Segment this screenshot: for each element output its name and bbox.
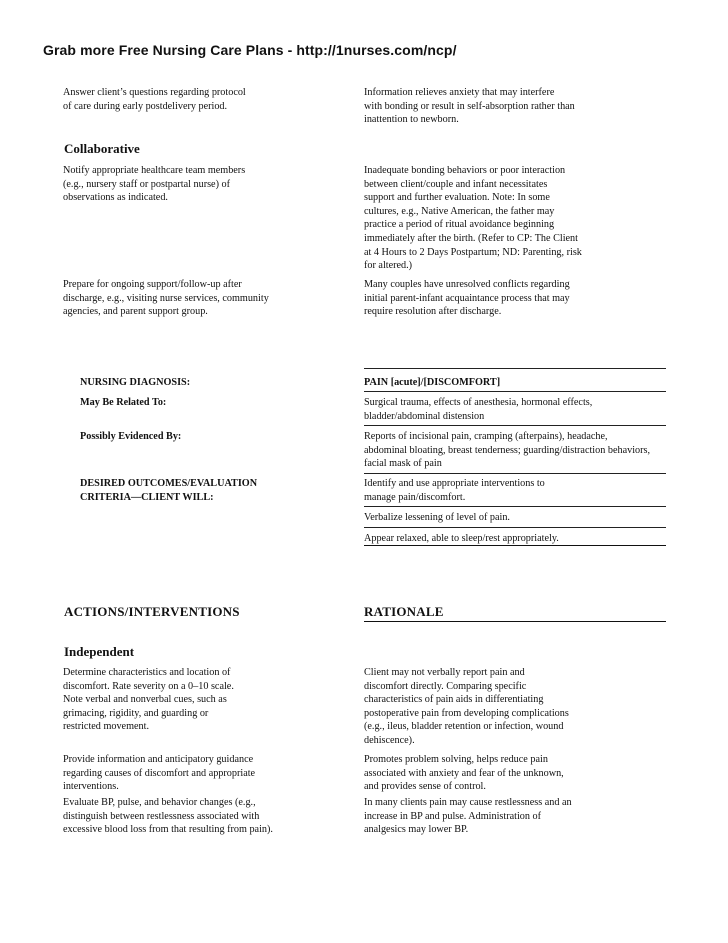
- nursing-diagnosis-value: PAIN [acute]/[DISCOMFORT]: [364, 377, 501, 388]
- rationale-text: Many couples have unresolved conflicts regarding initial parent-infant acquaintance process that may require resolution after discharge.: [364, 279, 570, 318]
- nursing-diagnosis-label: NURSING DIAGNOSIS:: [80, 377, 191, 388]
- action-text: Evaluate BP, pulse, and behavior changes (e.g., distinguish between restlessness associated with excessive blood loss from that resulting from pain).: [63, 797, 273, 836]
- rationale-text: Client may not verbally report pain and discomfort directly. Comparing specific characteristics of pain aids in differentiating postoperative pain from developing complications (e.g., ileus, bladder retention or infection, wound dehiscence).: [364, 667, 569, 746]
- rationale-text: Information relieves anxiety that may interfere with bonding or result in self-absorption rather than inattention to newborn.: [364, 87, 575, 126]
- rationale-text: In many clients pain may cause restlessness and an increase in BP and pulse. Administration of analgesics may lower BP.: [364, 797, 572, 836]
- action-text: Prepare for ongoing support/follow-up after discharge, e.g., visiting nurse services, community agencies, and parent support group.: [63, 279, 269, 318]
- action-text: Notify appropriate healthcare team members (e.g., nursery staff or postpartal nurse) of observations as indicated.: [63, 165, 246, 204]
- rationale-text: Promotes problem solving, helps reduce pain associated with anxiety and fear of the unknown, and provides sense of control.: [364, 754, 564, 793]
- divider: [364, 473, 666, 474]
- related-to-value: Surgical trauma, effects of anesthesia, hormonal effects, bladder/abdominal distension: [364, 397, 593, 422]
- action-text: Determine characteristics and location of discomfort. Rate severity on a 0–10 scale. Note verbal and nonverbal cues, such as grimacing, rigidity, and guarding or restricted movement.: [63, 667, 234, 733]
- divider: [364, 545, 666, 546]
- divider: [364, 621, 666, 622]
- desired-outcomes-label: DESIRED OUTCOMES/EVALUATION CRITERIA—CLIENT WILL:: [80, 478, 258, 503]
- outcome-item: Appear relaxed, able to sleep/rest appropriately.: [364, 533, 559, 544]
- divider: [364, 425, 666, 426]
- section-heading-independent: Independent: [64, 644, 135, 659]
- action-text: Provide information and anticipatory guidance regarding causes of discomfort and appropriate interventions.: [63, 754, 256, 793]
- divider: [364, 368, 666, 369]
- section-heading-collaborative: Collaborative: [64, 141, 140, 156]
- divider: [364, 391, 666, 392]
- rationale-text: Inadequate bonding behaviors or poor interaction between client/couple and infant necessitates support and further evaluation. Note: In some cultures, e.g., Native American, the father may practice a period of ritual avoidance beginning immediately after the birth. (Refer to CP: The Client at 4 Hours to 2 Days Postpartum; ND: Parenting, risk for altered.): [364, 165, 582, 272]
- divider: [364, 527, 666, 528]
- action-text: Answer client’s questions regarding protocol of care during early postdelivery period.: [63, 87, 246, 112]
- evidenced-by-value: Reports of incisional pain, cramping (afterpains), headache, abdominal bloating, breast tenderness; guarding/distraction behaviors, facial mask of pain: [364, 431, 651, 470]
- page-header: Grab more Free Nursing Care Plans - http://1nurses.com/ncp/: [43, 42, 457, 58]
- related-to-label: May Be Related To:: [80, 397, 167, 408]
- divider: [364, 506, 666, 507]
- outcome-item: Verbalize lessening of level of pain.: [364, 512, 510, 523]
- column-header-rationale: RATIONALE: [364, 604, 444, 619]
- column-header-actions: ACTIONS/INTERVENTIONS: [64, 604, 240, 619]
- outcome-item: Identify and use appropriate interventions to manage pain/discomfort.: [364, 478, 545, 503]
- evidenced-by-label: Possibly Evidenced By:: [80, 431, 182, 442]
